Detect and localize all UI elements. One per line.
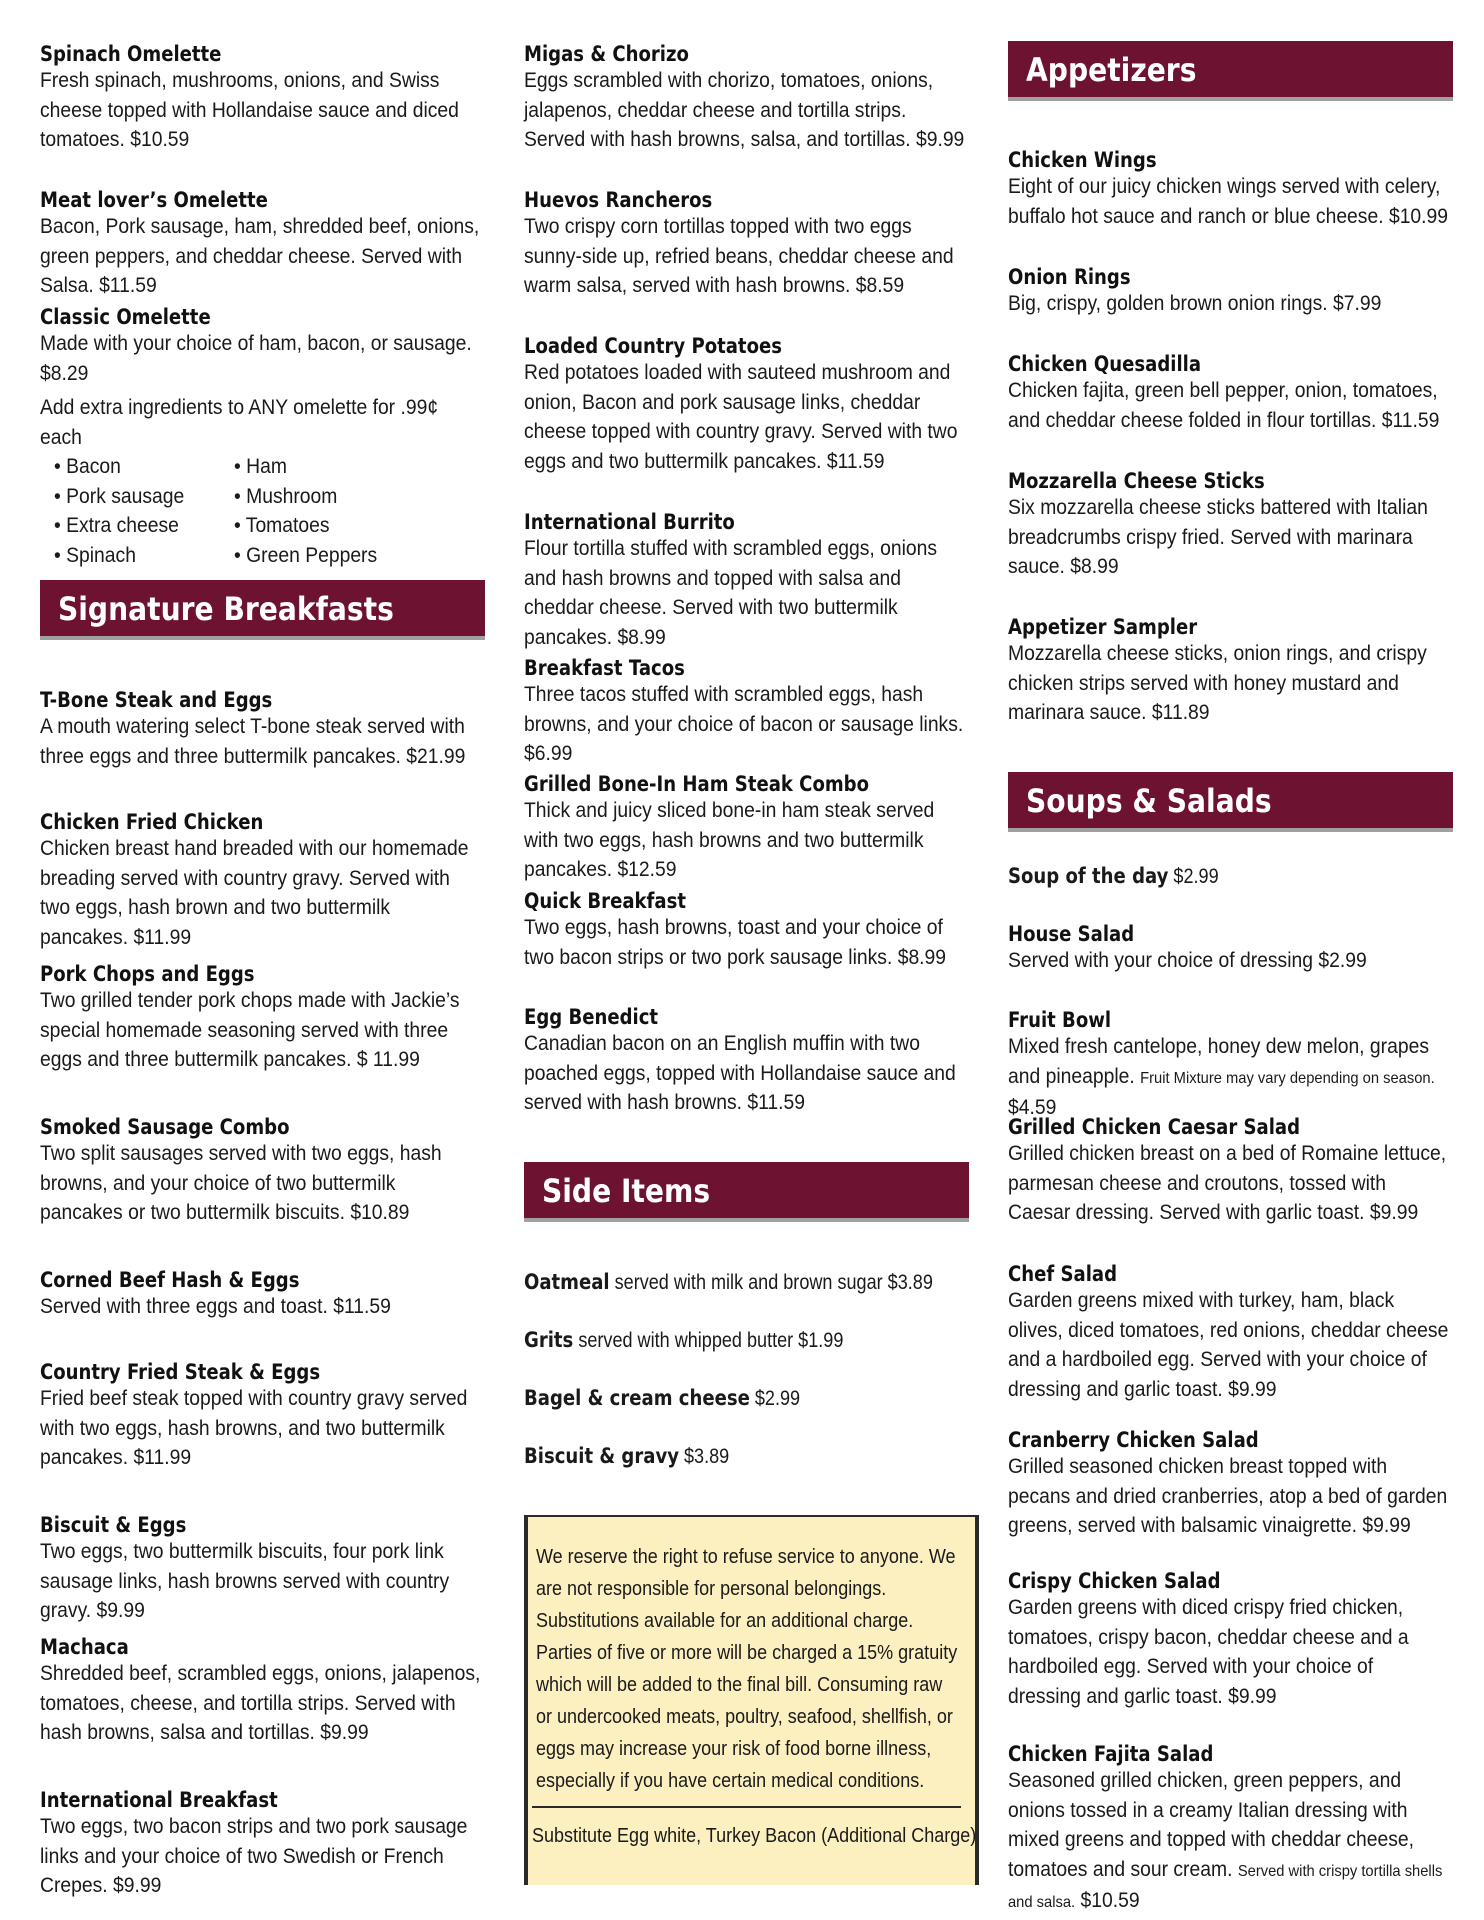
item-description: Fried beef steak topped with country gravy served with two eggs, hash browns, and two buttermilk pancakes. $11.99 [40, 1387, 468, 1469]
item-description: Chicken fajita, green bell pepper, onion, tomatoes, and cheddar cheese folded in flour tortillas. $11.59 [1008, 379, 1440, 432]
menu-item [40, 1635, 485, 1748]
menu-item [1008, 615, 1453, 728]
item-description: Mozzarella cheese sticks, onion rings, and crispy chicken strips served with honey mustard and marinara sauce. $11.89 [1008, 642, 1427, 724]
menu-item [1008, 922, 1453, 976]
menu-item [40, 1268, 485, 1322]
menu-item [1008, 148, 1453, 231]
menu-item [40, 305, 485, 388]
side-description: $3.89 [678, 1445, 730, 1468]
item-description: Two crispy corn tortillas topped with two eggs sunny-side up, refried beans, cheddar cheese and warm salsa, served with hash browns. $8.59 [524, 215, 954, 297]
extra-option: • Extra cheese [54, 514, 179, 537]
menu-item [1008, 1569, 1453, 1711]
item-name: Classic Omelette [40, 305, 211, 329]
item-name: House Salad [1008, 922, 1135, 946]
item-name: Fruit Bowl [1008, 1008, 1112, 1032]
menu-item [40, 42, 485, 155]
side-name: Grits [524, 1328, 574, 1352]
item-description: Two eggs, two buttermilk biscuits, four pork link sausage links, hash browns served with country gravy. $9.99 [40, 1540, 450, 1622]
menu-item [1008, 352, 1453, 435]
item-name: Soup of the day [1008, 864, 1169, 888]
menu-item [1008, 1262, 1453, 1404]
extra-option: • Bacon [54, 455, 121, 478]
item-name: Breakfast Tacos [524, 656, 685, 680]
menu-item [40, 688, 485, 771]
item-name: Chicken Fajita Salad [1008, 1742, 1214, 1766]
item-name: Grilled Chicken Caesar Salad [1008, 1115, 1301, 1139]
item-description: Seasoned grilled chicken, green peppers, and onions tossed in a creamy Italian dressing with mixed greens and topped with cheddar cheese, tomatoes and sour cream. Served with crispy tortilla shells and salsa. $10.59 [1008, 1769, 1443, 1912]
item-description: Thick and juicy sliced bone-in ham steak served with two eggs, hash browns and two buttermilk pancakes. $12.59 [524, 799, 935, 881]
item-description: Two eggs, hash browns, toast and your choice of two bacon strips or two pork sausage links. $8.99 [524, 916, 947, 969]
item-description: Flour tortilla stuffed with scrambled eggs, onions and hash browns and topped with salsa and cheddar cheese. Served with two buttermilk pancakes. $8.99 [524, 537, 938, 649]
menu-item [524, 1005, 969, 1118]
section-banner-soups-salads [1008, 772, 1453, 832]
item-description: Big, crispy, golden brown onion rings. $7.99 [1008, 292, 1382, 315]
extra-option: • Mushroom [234, 484, 338, 508]
item-name: Corned Beef Hash & Eggs [40, 1268, 300, 1292]
item-description: Grilled chicken breast on a bed of Romaine lettuce, parmesan cheese and croutons, tossed with Caesar dressing. Served with garlic toast. $9.99 [1008, 1142, 1447, 1224]
side-description: served with whipped butter $1.99 [573, 1329, 844, 1352]
menu-item [524, 42, 969, 155]
extra-option: • Spinach [54, 543, 136, 567]
item-description: Mixed fresh cantelope, honey dew melon, grapes and pineapple. Fruit Mixture may vary depending on season. $4.59 [1008, 1035, 1435, 1119]
item-name: Crispy Chicken Salad [1008, 1569, 1221, 1593]
extra-option: • Pork sausage [54, 484, 185, 508]
notice-text: We reserve the right to refuse service to anyone. We are not responsible for personal belongings. Substitutions available for an additional charge. Parties of five or more will be charged a 15% gratuity which will be added to the final bill. Consuming raw or undercooked meats, poultry, seafood, shellfish, or eggs may increase your risk of food borne illness, especially if you have certain medical conditions. [536, 1546, 958, 1792]
item-description: Bacon, Pork sausage, ham, shredded beef, onions, green peppers, and cheddar cheese. Served with Salsa. $11.59 [40, 215, 480, 297]
extra-option: • Ham [234, 455, 287, 478]
item-name: Chicken Quesadilla [1008, 352, 1202, 376]
soup-of-the-day [1008, 864, 1453, 889]
notice-substitution: Substitute Egg white, Turkey Bacon (Additional Charge) [532, 1825, 977, 1847]
menu-item [524, 334, 969, 476]
menu-item [40, 1360, 485, 1473]
menu-item [40, 810, 485, 952]
item-name: Loaded Country Potatoes [524, 334, 782, 358]
item-description: Red potatoes loaded with sauteed mushroom and onion, Bacon and pork sausage links, cheddar cheese topped with country gravy. Served with two eggs and two buttermilk pancakes. $11.59 [524, 361, 958, 473]
item-name: Cranberry Chicken Salad [1008, 1428, 1259, 1452]
menu-item [1008, 1428, 1453, 1541]
extra-option: • Tomatoes [234, 514, 330, 537]
menu-item [1008, 1115, 1453, 1228]
section-title: Signature Breakfasts [58, 590, 394, 628]
menu-item [1008, 469, 1453, 582]
section-banner-side-items [524, 1162, 969, 1222]
item-description: A mouth watering select T-bone steak served with three eggs and three buttermilk pancakes. $21.99 [40, 715, 466, 768]
item-name: Quick Breakfast [524, 889, 686, 913]
item-description: Two eggs, two bacon strips and two pork sausage links and your choice of two Swedish or French Crepes. $9.99 [40, 1815, 468, 1897]
extra-option: • Green Peppers [234, 543, 378, 567]
item-name: Huevos Rancheros [524, 188, 713, 212]
item-description: Two grilled tender pork chops made with Jackie’s special homemade seasoning served with three eggs and three buttermilk pancakes. $ 11.99 [40, 989, 460, 1071]
side-description: served with milk and brown sugar $3.89 [609, 1271, 933, 1294]
item-description: Canadian bacon on an English muffin with two poached eggs, topped with Hollandaise sauce and served with hash browns. $11.59 [524, 1032, 956, 1114]
menu-item [1008, 1742, 1453, 1918]
side-item [524, 1270, 933, 1295]
item-name: Chef Salad [1008, 1262, 1118, 1286]
item-name: T-Bone Steak and Eggs [40, 688, 273, 712]
menu-item [1008, 1008, 1453, 1123]
menu-item [524, 656, 969, 769]
notice-divider [532, 1806, 961, 1808]
menu-item [1008, 265, 1453, 319]
menu-item [40, 1115, 485, 1228]
menu-item [524, 772, 969, 885]
item-name: Spinach Omelette [40, 42, 222, 66]
item-description: Chicken breast hand breaded with our homemade breading served with country gravy. Served with two eggs, hash brown and two buttermilk pancakes. $11.99 [40, 837, 469, 949]
item-name: Onion Rings [1008, 265, 1131, 289]
section-title: Appetizers [1026, 51, 1197, 89]
menu-item [40, 188, 485, 301]
menu-item [524, 188, 969, 301]
item-description: Grilled seasoned chicken breast topped with pecans and dried cranberries, atop a bed of garden greens, served with balsamic vinaigrette. $9.99 [1008, 1455, 1448, 1537]
item-name: Appetizer Sampler [1008, 615, 1198, 639]
item-name: Biscuit & Eggs [40, 1513, 187, 1537]
side-name: Oatmeal [524, 1270, 610, 1294]
item-name: Grilled Bone-In Ham Steak Combo [524, 772, 870, 796]
item-description: Two split sausages served with two eggs, hash browns, and your choice of two buttermilk pancakes or two buttermilk biscuits. $10.89 [40, 1142, 442, 1224]
section-title: Side Items [542, 1172, 711, 1210]
item-name: Country Fried Steak & Eggs [40, 1360, 321, 1384]
menu-item [40, 1788, 485, 1901]
item-description: Fresh spinach, mushrooms, onions, and Swiss cheese topped with Hollandaise sauce and diced tomatoes. $10.59 [40, 69, 459, 151]
item-description: Served with three eggs and toast. $11.59 [40, 1295, 391, 1318]
menu-item [40, 1513, 485, 1626]
side-item [524, 1328, 907, 1353]
item-name: Smoked Sausage Combo [40, 1115, 290, 1139]
section-title: Soups & Salads [1026, 782, 1272, 820]
item-name: Migas & Chorizo [524, 42, 689, 66]
side-description: $2.99 [749, 1387, 801, 1410]
side-name: Bagel & cream cheese [524, 1386, 750, 1410]
extras-title: Add extra ingredients to ANY omelette for .99¢ each [40, 396, 439, 449]
section-banner-appetizers [1008, 41, 1453, 101]
side-item [524, 1386, 907, 1411]
item-description: Served with your choice of dressing $2.99 [1008, 949, 1367, 972]
item-description: Garden greens mixed with turkey, ham, black olives, diced tomatoes, red onions, cheddar cheese and a hardboiled egg. Served with your choice of dressing and garlic toast. $9.99 [1008, 1289, 1449, 1401]
extras-list [40, 393, 485, 570]
item-description: Eggs scrambled with chorizo, tomatoes, onions, jalapenos, cheddar cheese and tortilla strips. Served with hash browns, salsa, and tortillas. $9.99 [524, 69, 965, 151]
item-description: Shredded beef, scrambled eggs, onions, jalapenos, tomatoes, cheese, and tortilla strips. Served with hash browns, salsa and tortillas. $9.99 [40, 1662, 481, 1744]
section-banner-signature [40, 580, 485, 640]
item-price: $2.99 [1168, 865, 1219, 888]
item-name: Chicken Wings [1008, 148, 1157, 172]
menu-item [40, 962, 485, 1075]
item-description: Garden greens with diced crispy fried chicken, tomatoes, crispy bacon, cheddar cheese and a hardboiled egg. Served with your choice of dressing and garlic toast. $9.99 [1008, 1596, 1409, 1708]
item-description: Eight of our juicy chicken wings served with celery, buffalo hot sauce and ranch or blue cheese. $10.99 [1008, 175, 1449, 228]
side-item [524, 1444, 907, 1469]
item-name: Meat lover’s Omelette [40, 188, 268, 212]
item-name: International Burrito [524, 510, 735, 534]
item-name: Egg Benedict [524, 1005, 659, 1029]
side-name: Biscuit & gravy [524, 1444, 679, 1468]
item-name: Chicken Fried Chicken [40, 810, 264, 834]
menu-item [524, 889, 969, 972]
item-name: Pork Chops and Eggs [40, 962, 255, 986]
menu-item [524, 510, 969, 652]
item-name: Mozzarella Cheese Sticks [1008, 469, 1265, 493]
item-description: Made with your choice of ham, bacon, or sausage. $8.29 [40, 332, 472, 385]
item-name: International Breakfast [40, 1788, 278, 1812]
item-name: Machaca [40, 1635, 129, 1659]
item-description: Six mozzarella cheese sticks battered with Italian breadcrumbs crispy fried. Served with marinara sauce. $8.99 [1008, 496, 1428, 578]
item-description: Three tacos stuffed with scrambled eggs, hash browns, and your choice of bacon or sausage links. $6.99 [524, 683, 964, 765]
